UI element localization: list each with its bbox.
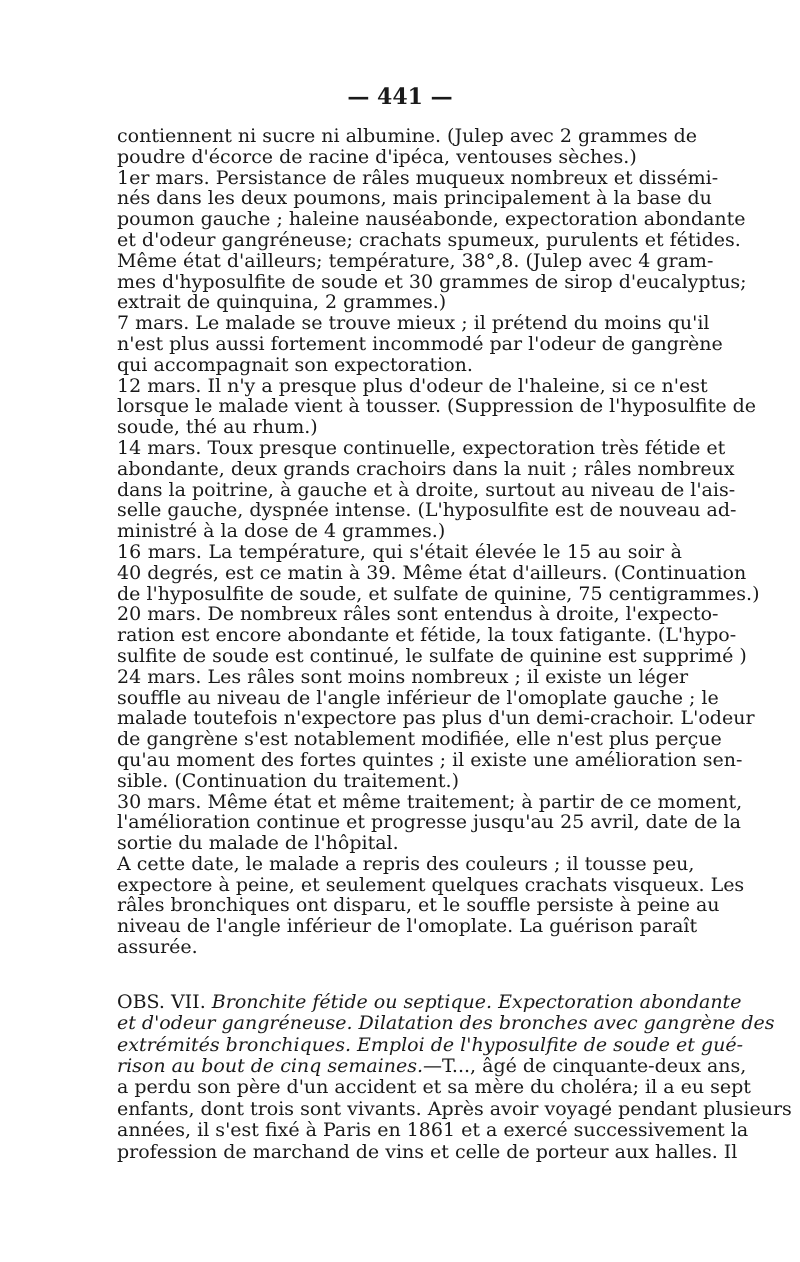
observation-title-end-line: [117, 1055, 747, 1078]
text-line: 1er mars. Persistance de râles muqueux nombreux et dissémi-: [117, 166, 719, 189]
text-line: poumon gauche ; haleine nauséabonde, expectoration abondante: [117, 208, 746, 231]
text-line: lorsque le malade vient à tousser. (Suppression de l'hyposulfite de: [117, 395, 757, 418]
observation-heading-line: [117, 990, 742, 1013]
text-line: expectore à peine, et seulement quelques crachats visqueux. Les: [117, 873, 745, 896]
text-line: niveau de l'angle inférieur de l'omoplate. La guérison paraît: [117, 915, 698, 938]
observation-label: OBS. VII.: [117, 990, 206, 1013]
text-line: sible. (Continuation du traitement.): [117, 769, 459, 792]
text-line: ministré à la dose de 4 grammes.): [117, 520, 446, 543]
page-body: [117, 125, 792, 1163]
observation-title-line: et d'odeur gangréneuse. Dilatation des bronches avec gangrène des: [117, 1012, 775, 1035]
text-line: râles bronchiques ont disparu, et le souffle persiste à peine au: [117, 894, 720, 917]
text-line: et d'odeur gangréneuse; crachats spumeux, purulents et fétides.: [117, 228, 741, 251]
observation-title-line: extrémités bronchiques. Emploi de l'hyposulfite de soude et gué-: [117, 1033, 743, 1056]
observation-line: a perdu son père d'un accident et sa mère du choléra; il a eu sept: [117, 1076, 751, 1099]
text-line: de gangrène s'est notablement modifiée, elle n'est plus perçue: [117, 728, 722, 751]
text-line: dans la poitrine, à gauche et à droite, surtout au niveau de l'ais-: [117, 478, 736, 501]
text-line: 24 mars. Les râles sont moins nombreux ; il existe un léger: [117, 665, 689, 688]
text-line: souffle au niveau de l'angle inférieur de l'omoplate gauche ; le: [117, 686, 719, 709]
observation-line: profession de marchand de vins et celle de porteur aux halles. Il: [117, 1140, 738, 1163]
text-line: de l'hyposulfite de soude, et sulfate de quinine, 75 centigrammes.): [117, 582, 760, 605]
text-line: 20 mars. De nombreux râles sont entendus à droite, l'expecto-: [117, 603, 719, 626]
text-line: n'est plus aussi fortement incommodé par l'odeur de gangrène: [117, 332, 723, 355]
text-line: qu'au moment des fortes quintes ; il existe une amélioration sen-: [117, 748, 743, 771]
text-line: contiennent ni sucre ni albumine. (Julep avec 2 grammes de: [117, 125, 698, 147]
text-line: ration est encore abondante et fétide, la toux fatigante. (L'hypo-: [117, 624, 737, 647]
text-line: 16 mars. La température, qui s'était élevée le 15 au soir à: [117, 540, 682, 563]
text-line: extrait de quinquina, 2 grammes.): [117, 291, 447, 314]
text-line: sulfite de soude est continué, le sulfate de quinine est supprimé ): [117, 644, 747, 667]
text-line: assurée.: [117, 936, 198, 959]
text-line: 30 mars. Même état et même traitement; à partir de ce moment,: [117, 790, 743, 813]
observation-line: enfants, dont trois sont vivants. Après avoir voyagé pendant plusieurs: [117, 1097, 792, 1120]
observation-text-start: —T..., âgé de cinquante-deux ans,: [423, 1055, 747, 1078]
page-number: — 441 —: [347, 84, 453, 110]
text-line: 12 mars. Il n'y a presque plus d'odeur de l'haleine, si ce n'est: [117, 374, 708, 397]
observation-line: années, il s'est fixé à Paris en 1861 et a exercé successivement la: [117, 1119, 749, 1142]
text-line: 40 degrés, est ce matin à 39. Même état d'ailleurs. (Continuation: [117, 561, 747, 584]
text-line: A cette date, le malade a repris des couleurs ; il tousse peu,: [117, 852, 695, 875]
observation-section: [117, 990, 792, 1163]
observation-title-end: rison au bout de cinq semaines.: [117, 1055, 424, 1078]
observation-title-line: Bronchite fétide ou septique. Expectoration abondante: [211, 990, 742, 1013]
text-line: malade toutefois n'expectore pas plus d'un demi-crachoir. L'odeur: [117, 707, 755, 730]
text-line: Même état d'ailleurs; température, 38°,8. (Julep avec 4 gram-: [117, 249, 714, 272]
text-line: 7 mars. Le malade se trouve mieux ; il prétend du moins qu'il: [117, 312, 710, 335]
case-notes: [117, 125, 760, 959]
text-line: mes d'hyposulfite de soude et 30 grammes de sirop d'eucalyptus;: [117, 270, 747, 293]
section-gap: [117, 958, 682, 992]
text-line: 14 mars. Toux presque continuelle, expectoration très fétide et: [117, 436, 726, 459]
text-line: l'amélioration continue et progresse jusqu'au 25 avril, date de la: [117, 811, 741, 834]
text-line: sortie du malade de l'hôpital.: [117, 832, 399, 855]
text-line: poudre d'écorce de racine d'ipéca, ventouses sèches.): [117, 145, 637, 168]
text-line: abondante, deux grands crachoirs dans la nuit ; râles nombreux: [117, 457, 735, 480]
text-line: qui accompagnait son expectoration.: [117, 353, 473, 376]
text-line: soude, thé au rhum.): [117, 416, 318, 439]
text-line: selle gauche, dyspnée intense. (L'hyposulfite est de nouveau ad-: [117, 499, 737, 522]
text-line: nés dans les deux poumons, mais principalement à la base du: [117, 187, 712, 210]
